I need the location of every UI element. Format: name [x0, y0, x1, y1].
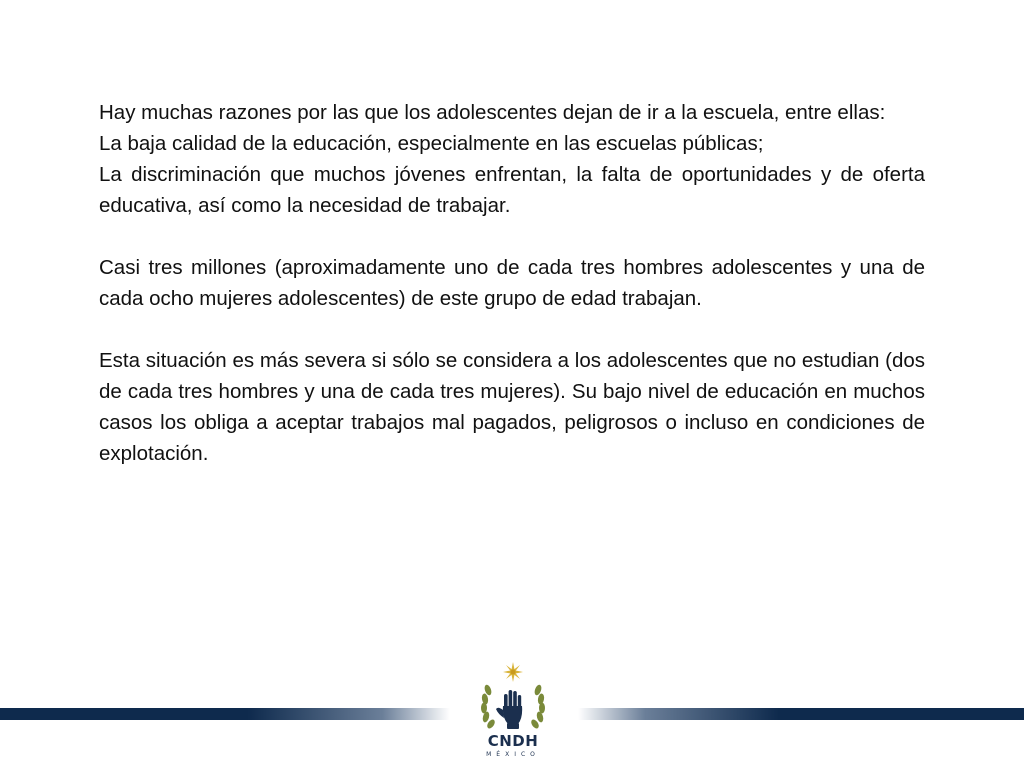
body-text — [99, 97, 925, 469]
paragraph-1-line-1: Hay muchas razones por las que los adolescentes dejan de ir a la escuela, entre ellas: — [99, 101, 886, 124]
logo-name: CNDH — [487, 732, 539, 750]
logo-country: MÉXICO — [486, 751, 540, 758]
footer-band-right — [578, 708, 1024, 720]
paragraph-3: Esta situación es más severa si sólo se considera a los adolescentes que no estudian (dos de cada tres hombres y una de cada tres mujeres). Su bajo nivel de educación en muchos casos los obliga a aceptar trabajos mal pagados, peligrosos o incluso en condiciones de explotación. — [99, 349, 925, 465]
paragraph-1-line-3: La discriminación que muchos jóvenes enfrentan, la falta de oportunidades y de oferta educativa, así como la necesidad de trabajar. — [99, 163, 925, 217]
paragraph-spacer — [99, 314, 925, 345]
paragraph-2: Casi tres millones (aproximadamente uno de cada tres hombres adolescentes y una de cada ocho mujeres adolescentes) de este grupo de edad trabajan. — [99, 256, 925, 310]
paragraph-1-line-2: La baja calidad de la educación, especialmente en las escuelas públicas; — [99, 132, 764, 155]
paragraph-spacer — [99, 221, 925, 252]
footer-band-left — [0, 708, 450, 720]
